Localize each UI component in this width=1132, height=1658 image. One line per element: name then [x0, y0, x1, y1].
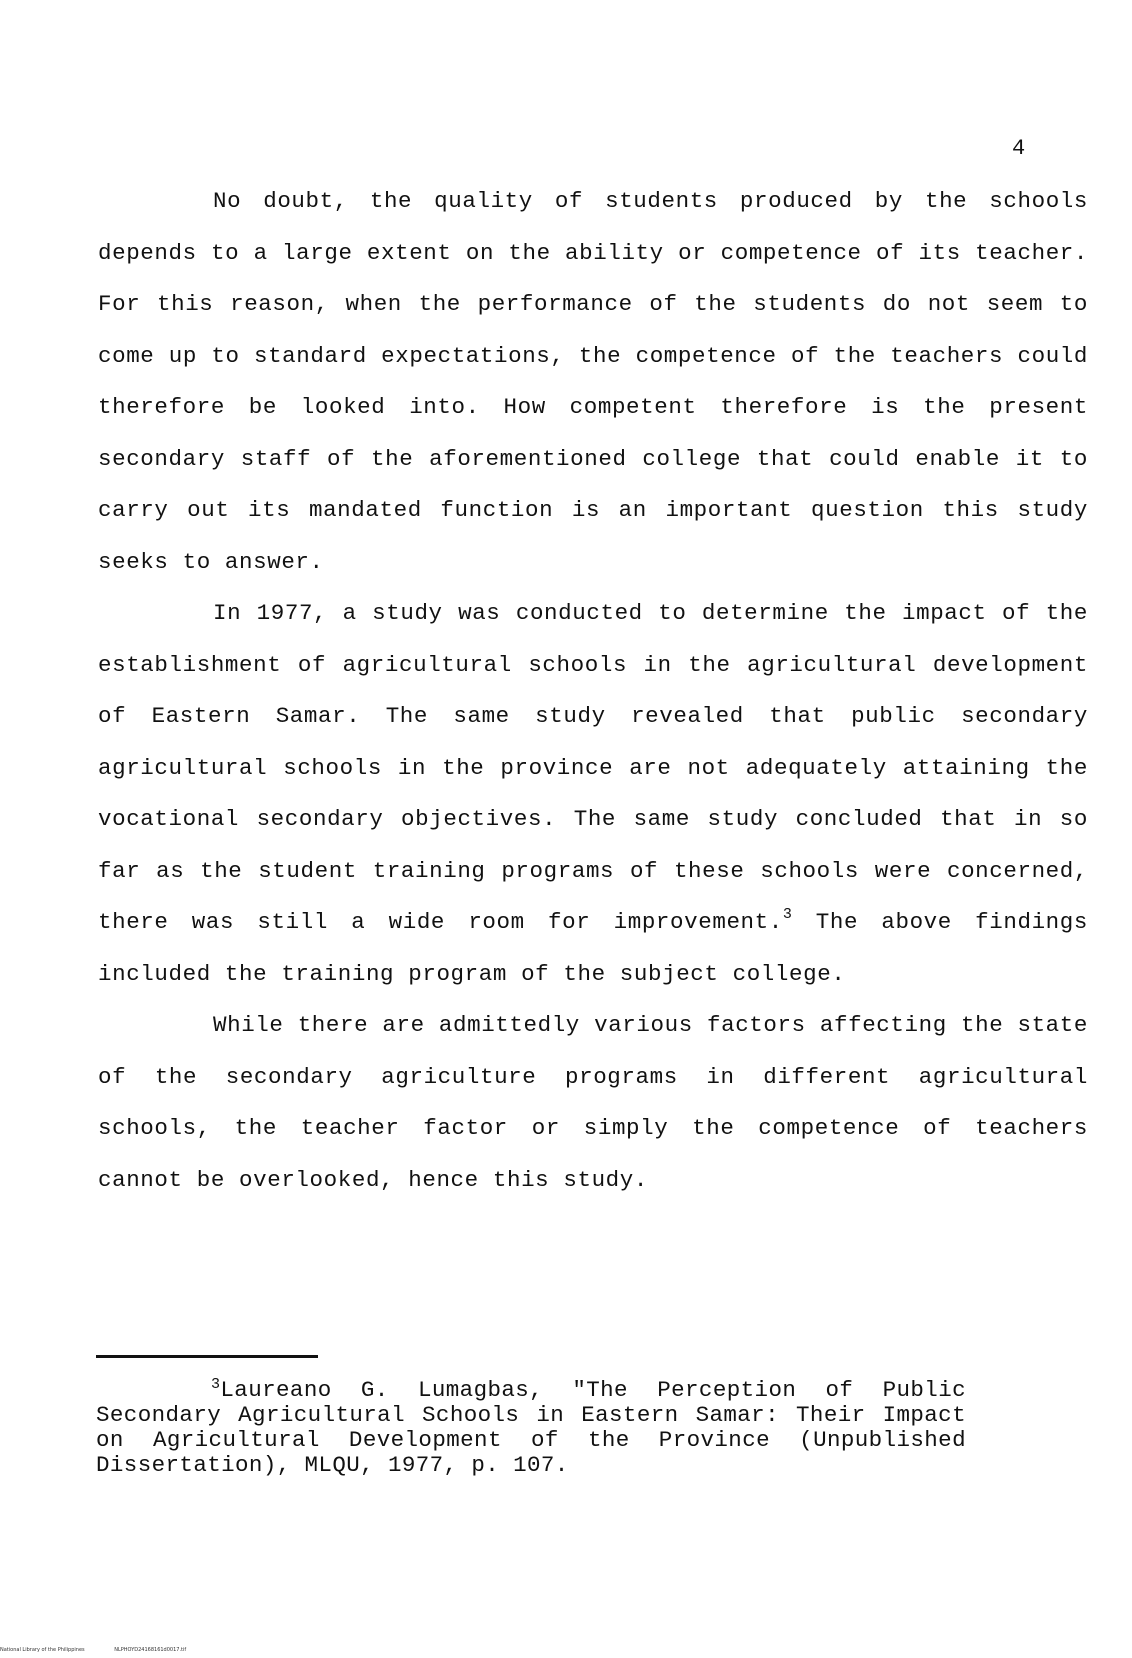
footnote-text: Laureano G. Lumagbas, "The Perception of Public Secondary Agricultural Schools in Eastern Samar: Their Impact on Agricultural Development of the Province (Unpublished Dissertation), MLQU, 1977, p. 107.: [96, 1377, 966, 1478]
archive-institution: National Library of the Philippines: [0, 1647, 85, 1653]
paragraph-2: [98, 588, 1088, 1000]
paragraph-3: While there are admittedly various factors affecting the state of the secondary agriculture programs in different agricultural schools, the teacher factor or simply the competence of teachers cannot be overlooked, hence this study.: [98, 1012, 1088, 1193]
footnote-marker: 3: [211, 1376, 221, 1393]
page-number: 4: [1012, 136, 1026, 161]
paragraph-1: No doubt, the quality of students produced by the schools depends to a large extent on the ability or competence of its teacher. For this reason, when the performance of the students do not seem to come up to standard expectations, the competence of the teachers could therefore be looked into. How competent therefore is the present secondary staff of the aforementioned college that could enable it to carry out its mandated function is an important question this study seeks to answer.: [98, 188, 1088, 575]
footnote-reference: 3: [782, 906, 793, 923]
paragraph-2-text-after: The above findings included the training program of the subject college.: [98, 909, 1088, 987]
body-text: [98, 176, 1088, 1206]
archive-footer: [0, 1647, 214, 1653]
archive-file-id: NLPHOYD24168161d0017.tif: [114, 1647, 187, 1653]
paragraph-2-text: In 1977, a study was conducted to determine the impact of the establishment of agricultural schools in the agricultural development of Eastern Samar. The same study revealed that public secondary agricultural schools in the province are not adequately attaining the vocational secondary objectives. The same study concluded that in so far as the student training programs of these schools were concerned, there was still a wide room for improvement.: [98, 600, 1088, 935]
footnote: [96, 1378, 966, 1478]
footnote-divider: [96, 1355, 318, 1358]
